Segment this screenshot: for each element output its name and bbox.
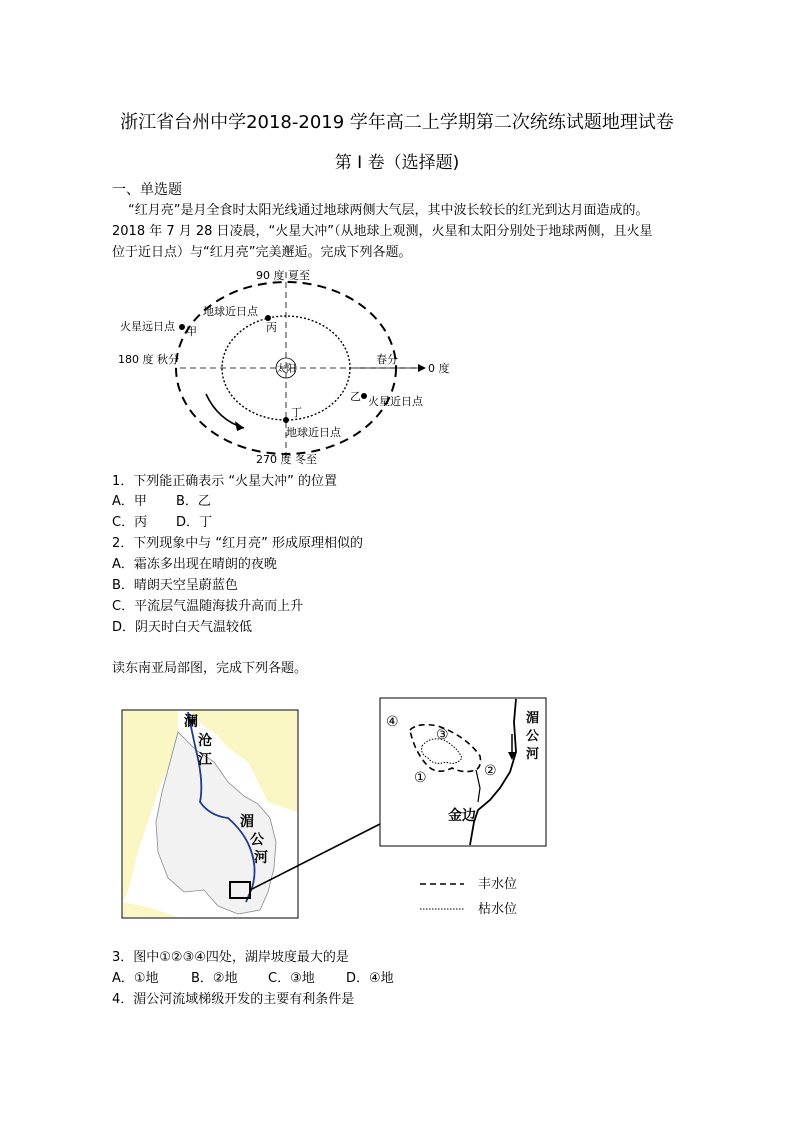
legend-low-water-label: 枯水位 (478, 902, 518, 917)
intro-line-1: “红月亮”是月全食时太阳光线通过地球两侧大气层，其中波长较长的红光到达月面造成的。 (128, 203, 649, 218)
q3-stem: 3．图中①②③④四处，湖岸坡度最大的是 (112, 950, 349, 965)
q1-option-a: A．甲 (112, 494, 147, 509)
label-point-3: ③ (436, 727, 449, 743)
label-point-1: ① (414, 770, 427, 786)
q3-option-c: C．③地 (268, 971, 315, 986)
section-heading: 一、单选题 (112, 182, 182, 198)
orbit-direction-arrowhead (235, 421, 244, 431)
q1-option-c: C．丙 (112, 515, 148, 530)
label-spring: 春分 (376, 353, 398, 366)
label-earth-near-bottom: 地球近日点 (286, 426, 341, 439)
legend-high-water-label: 丰水位 (478, 877, 518, 892)
label-mars-far: 火星远日点 (120, 320, 175, 333)
yi-point (361, 393, 367, 399)
label-earth-near-top: 地球近日点 (203, 305, 258, 318)
q1-option-d: D．丁 (176, 515, 213, 530)
southeast-asia-map (118, 692, 558, 932)
q4-stem: 4．湄公河流域梯级开发的主要有利条件是 (112, 992, 355, 1007)
jia-point (179, 324, 185, 330)
document-title: 浙江省台州中学2018-2019 学年高二上学期第二次统练试题地理试卷 (120, 112, 674, 133)
q2-option-b: B．晴朗天空呈蔚蓝色 (112, 578, 238, 593)
label-lancang-3: 江 (198, 752, 212, 768)
label-zero: 0 度 (428, 362, 450, 375)
q2-option-c: C．平流层气温随海拔升高而上升 (112, 599, 304, 614)
ding-point (283, 417, 289, 423)
label-point-4: ④ (386, 714, 399, 730)
label-jinbian: 金边 (448, 808, 476, 824)
label-lancang-2: 沧 (198, 733, 212, 749)
zero-degree-arrowhead (418, 364, 426, 372)
q3-option-b: B．②地 (191, 971, 238, 986)
q2-option-d: D．阴天时白天气温较低 (112, 620, 253, 635)
map-intro: 读东南亚局部图，完成下列各题。 (112, 661, 308, 676)
label-bottom: 270 度 冬至 (256, 453, 317, 466)
q2-option-a: A．霜冻多出现在晴朗的夜晚 (112, 557, 277, 572)
section-subtitle: 第 I 卷（选择题) (334, 153, 460, 173)
label-jia: 甲 (186, 325, 197, 338)
q1-option-b: B．乙 (176, 494, 211, 509)
label-inset-mekong-3: 河 (526, 747, 540, 762)
label-lancang-1: 澜 (184, 714, 198, 730)
q3-option-d: D．④地 (346, 971, 394, 986)
label-left: 180 度 秋分 (118, 353, 179, 366)
q2-stem: 2．下列现象中与 “红月亮” 形成原理相似的 (112, 536, 364, 551)
main-map (122, 710, 298, 918)
map-legend (420, 876, 517, 917)
intro-line-3: 位于近日点）与“红月亮”完美邂逅。完成下列各题。 (112, 245, 412, 260)
q3-option-a: A．①地 (112, 971, 159, 986)
label-mekong-3: 河 (254, 850, 268, 866)
q1-stem: 1．下列能正确表示 “火星大冲” 的位置 (112, 474, 338, 489)
label-ding: 丁 (291, 406, 302, 419)
label-mars-near: 火星近日点 (368, 395, 423, 408)
label-mekong-2: 公 (250, 832, 264, 848)
inset-map (380, 698, 546, 846)
sun-label: 太阳 (276, 364, 296, 375)
label-point-2: ② (484, 763, 497, 779)
label-top: 90 度 夏至 (256, 269, 310, 282)
orbit-direction-arrow (206, 394, 244, 428)
orbit-diagram (100, 262, 480, 472)
intro-line-2: 2018 年 7 月 28 日凌晨，“火星大冲”（从地球上观测，火星和太阳分别处于地球两侧，且火星 (112, 224, 653, 239)
label-bing: 丙 (266, 321, 277, 334)
label-mekong-1: 湄 (240, 814, 254, 830)
label-yi: 乙 (350, 390, 361, 403)
label-inset-mekong-1: 湄 (526, 711, 540, 726)
label-inset-mekong-2: 公 (526, 729, 540, 744)
